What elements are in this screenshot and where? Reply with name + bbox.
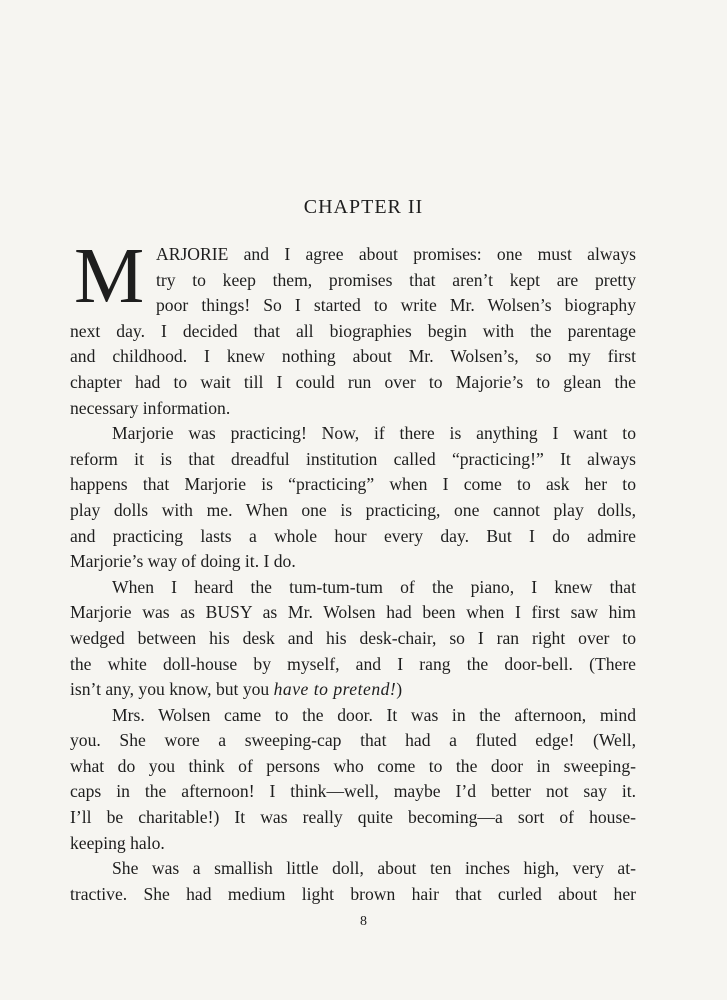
text-line: keeping halo. bbox=[70, 832, 165, 853]
text-line: caps in the afternoon! I think—well, maybe I’d better not say it. bbox=[70, 781, 636, 802]
text-line: ARJORIE and I agree about promises: one must always bbox=[156, 244, 636, 264]
text-line: Mrs. Wolsen came to the door. It was in the afternoon, mind bbox=[112, 704, 636, 725]
text-line: When I heard the tum-tum-tum of the piano, I knew that bbox=[112, 576, 636, 597]
text-line: what do you think of persons who come to the door in sweeping- bbox=[70, 755, 636, 776]
text-line: reform it is that dreadful institution called “practicing!” It always bbox=[70, 448, 636, 469]
text-line: Marjorie was practicing! Now, if there is anything I want to bbox=[112, 423, 636, 444]
drop-cap-initial: M bbox=[74, 233, 145, 320]
text-line bbox=[70, 677, 636, 703]
body-text bbox=[70, 233, 636, 907]
text-line: chapter had to wait till I could run over to Majorie’s to glean the bbox=[70, 371, 636, 392]
text-line: happens that Marjorie is “practicing” when I come to ask her to bbox=[70, 474, 636, 495]
text-line: try to keep them, promises that aren’t kept are pretty bbox=[156, 269, 636, 290]
text-line: the white doll-house by myself, and I rang the door-bell. (There bbox=[70, 653, 636, 674]
text-line: wedged between his desk and his desk-chair, so I ran right over to bbox=[70, 627, 636, 648]
chapter-heading: CHAPTER II bbox=[303, 196, 424, 218]
text-line: and practicing lasts a whole hour every day. But I do admire bbox=[70, 525, 636, 546]
text-span: ) bbox=[396, 679, 403, 700]
italic-emphasis: have to pretend! bbox=[273, 679, 397, 700]
text-line: next day. I decided that all biographies begin with the parentage bbox=[70, 320, 636, 341]
text-line: tractive. She had medium light brown hair that curled about her bbox=[70, 883, 636, 904]
text-line: poor things! So I started to write Mr. Wolsen’s biography bbox=[156, 295, 636, 316]
text-line: I’ll be charitable!) It was really quite becoming—a sort of house- bbox=[70, 807, 636, 828]
text-line: and childhood. I knew nothing about Mr. Wolsen’s, so my first bbox=[70, 346, 636, 367]
text-line: She was a smallish little doll, about ten inches high, very at- bbox=[112, 858, 636, 879]
page-number: 8 bbox=[360, 914, 367, 929]
text-line: necessary information. bbox=[70, 397, 231, 418]
text-line: Marjorie’s way of doing it. I do. bbox=[70, 551, 296, 572]
text-line: Marjorie was as BUSY as Mr. Wolsen had been when I first saw him bbox=[70, 602, 636, 623]
text-span: isn’t any, you know, but you bbox=[70, 679, 274, 700]
text-line: play dolls with me. When one is practicing, one cannot play dolls, bbox=[70, 499, 636, 520]
text-line: you. She wore a sweeping-cap that had a fluted edge! (Well, bbox=[70, 730, 636, 751]
